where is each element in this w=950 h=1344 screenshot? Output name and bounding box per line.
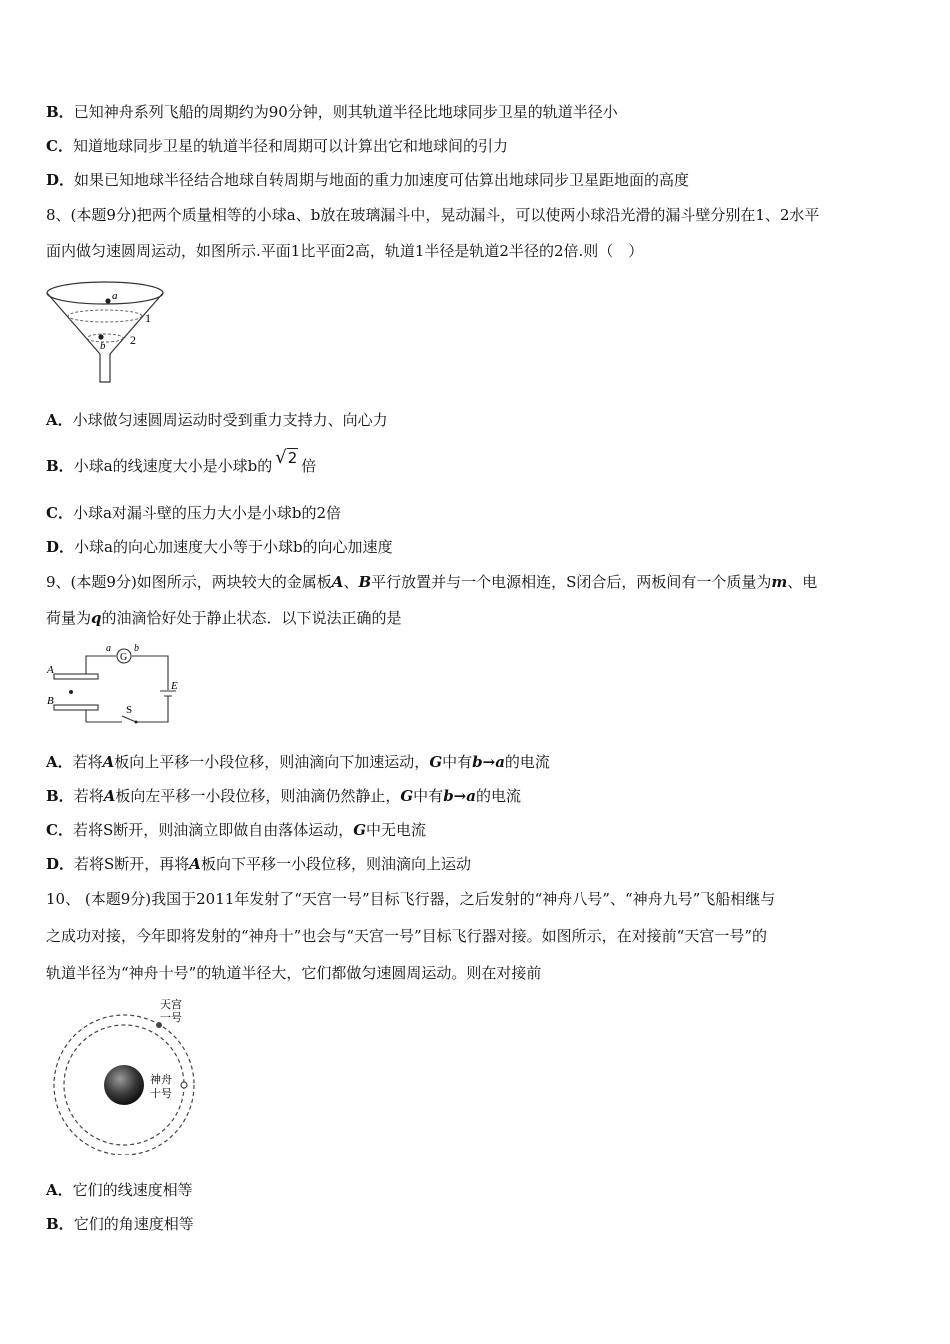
q8-option-c xyxy=(46,503,341,523)
wire-bottom-left xyxy=(86,710,122,722)
q10-stem-line-2: 之成功对接，今年即将发射的“神舟十”也会与“天宫一号”目标飞行器对接。如图所示，在对接前“天宫一号”的 xyxy=(46,927,768,945)
label-tiangong-line1: 天宫 xyxy=(160,999,182,1011)
q9-option-b: B．若将A板向左平移一小段位移，则油滴仍然静止，G中有b→a的电流 xyxy=(46,787,521,805)
plate-b xyxy=(54,705,98,710)
label-plane-2: 2 xyxy=(130,333,136,347)
option-text: 如果已知地球半径结合地球自转周期与地面的重力加速度可估算出地球同步卫星距地面的高度 xyxy=(74,171,690,189)
label-node-a: a xyxy=(106,643,111,654)
sqrt-radicand: 2 xyxy=(287,449,298,467)
label-plate-a: A xyxy=(47,664,54,676)
wire-right-bottom xyxy=(136,696,168,722)
option-text: 已知神舟系列飞船的周期约为90分钟，则其轨道半径比地球同步卫星的轨道半径小 xyxy=(73,103,618,121)
q9-stem-line-2: 荷量为q的油滴恰好处于静止状态．以下说法正确的是 xyxy=(46,609,402,627)
switch-pivot xyxy=(135,721,138,724)
label-source: E xyxy=(171,680,178,692)
q10-option-a xyxy=(46,1180,193,1200)
q10-stem-line-3: 轨道半径为“神舟十号”的轨道半径大，它们都做匀速圆周运动。则在对接前 xyxy=(46,964,542,982)
capacitor-circuit-figure xyxy=(44,640,184,735)
option-label: C． xyxy=(46,137,73,155)
funnel-stem xyxy=(100,354,110,382)
label-plate-b: B xyxy=(47,695,54,707)
q8-option-d xyxy=(46,537,393,557)
option-label: D． xyxy=(46,538,75,556)
option-text: 小球a的向心加速度大小等于小球b的向心加速度 xyxy=(74,538,393,556)
q9-option-c: C．若将S断开，则油滴立即做自由落体运动，G中无电流 xyxy=(46,821,427,839)
shenzhou-spacecraft xyxy=(181,1082,187,1088)
wire-top-left xyxy=(86,656,116,674)
option-label: B． xyxy=(46,1215,74,1233)
label-switch: S xyxy=(126,704,133,716)
q10-stem-line-1: 10、 (本题9分)我国于2011年发射了“天宫一号”目标飞行器，之后发射的“神舟八号”、“神舟九号”飞船相继与 xyxy=(46,890,776,908)
oil-drop xyxy=(69,690,73,694)
q7-option-b xyxy=(46,102,618,122)
q9-stem-line-1: 9、(本题9分)如图所示，两块较大的金属板A、B平行放置并与一个电源相连，S闭合后，两板间有一个质量为m、电 xyxy=(46,573,818,591)
q8-option-a xyxy=(46,410,388,430)
label-galvanometer: G xyxy=(120,652,128,663)
q8-stem-line-1: 8、(本题9分)把两个质量相等的小球a、b放在玻璃漏斗中，晃动漏斗，可以使两小球沿光滑的漏斗壁分别在1、2水平 xyxy=(46,206,820,224)
ball-b xyxy=(98,334,103,339)
label-shenzhou-line1: 神舟 xyxy=(150,1074,172,1086)
q7-option-d xyxy=(46,170,689,190)
option-label: D． xyxy=(46,171,75,189)
orbit-figure xyxy=(50,995,200,1155)
q7-option-c xyxy=(46,136,508,156)
label-plane-1: 1 xyxy=(145,311,151,325)
option-text: 它们的线速度相等 xyxy=(72,1181,193,1199)
funnel-rim xyxy=(47,282,163,304)
label-ball-b: b xyxy=(100,340,106,352)
q10-option-b xyxy=(46,1214,194,1234)
option-text: 小球做匀速圆周运动时受到重力支持力、向心力 xyxy=(72,411,388,429)
ball-a xyxy=(105,298,110,303)
option-label: B． xyxy=(46,103,74,121)
option-label: A． xyxy=(46,1181,73,1199)
label-tiangong-line2: 一号 xyxy=(160,1012,182,1024)
wire-top-right xyxy=(132,656,168,690)
label-shenzhou-line2: 十号 xyxy=(150,1088,172,1100)
q8-option-b xyxy=(46,447,317,476)
option-text: 小球a对漏斗壁的压力大小是小球b的2倍 xyxy=(72,504,342,522)
plate-a xyxy=(54,674,98,679)
option-label: C． xyxy=(46,504,73,522)
option-text-after: 倍 xyxy=(301,457,317,475)
q9-option-d: D．若将S断开，再将A板向下平移一小段位移，则油滴向上运动 xyxy=(46,855,471,873)
label-ball-a: a xyxy=(112,290,118,302)
label-node-b: b xyxy=(134,643,139,654)
option-text: 小球a的线速度大小是小球b的 xyxy=(73,457,273,475)
switch-symbol xyxy=(122,716,136,722)
q9-option-a: A．若将A板向上平移一小段位移，则油滴向下加速运动，G中有b→a的电流 xyxy=(46,753,550,771)
q8-stem-line-2: 面内做匀速圆周运动，如图所示.平面1比平面2高，轨道1半径是轨道2半径的2倍.则（ ） xyxy=(46,242,644,260)
option-label: B． xyxy=(46,457,74,475)
option-text: 它们的角速度相等 xyxy=(73,1215,194,1233)
funnel-figure xyxy=(44,276,174,386)
earth xyxy=(104,1065,144,1105)
option-text: 知道地球同步卫星的轨道半径和周期可以计算出它和地球间的引力 xyxy=(72,137,508,155)
sqrt-expression: √2 xyxy=(275,447,298,468)
orbit-plane-1 xyxy=(68,310,142,322)
option-label: A． xyxy=(46,411,73,429)
